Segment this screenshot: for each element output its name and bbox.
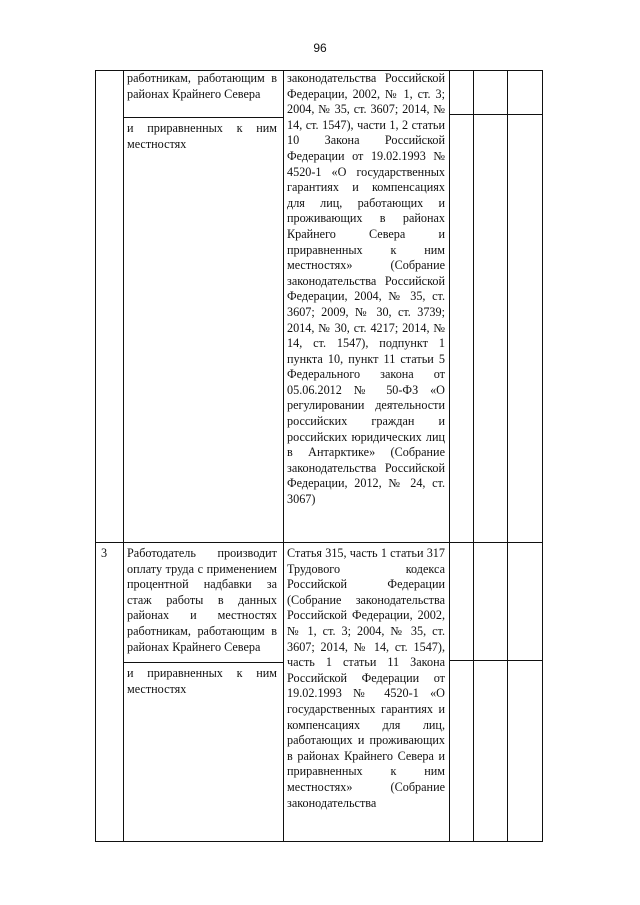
page-number: 96	[313, 41, 327, 55]
table-border-bottom	[95, 841, 543, 842]
column-divider-5	[507, 70, 508, 842]
row-2-sub-divider-description	[123, 662, 283, 663]
column-divider-4	[473, 70, 474, 842]
row-1-sub-divider-description	[123, 117, 283, 118]
row-1-description-bottom: и приравненных к ним местностях	[127, 121, 277, 151]
table-border-right	[542, 70, 543, 842]
row-2-description-top: Работодатель производит оплату труда с применением процентной надбавки за стаж работы в данных районах и местностях работникам, работающим в районах Крайнего Севера	[127, 546, 277, 654]
requirements-table	[95, 70, 543, 842]
column-divider-2	[283, 70, 284, 842]
row-1-description-top: работникам, работающим в районах Крайнего Севера	[127, 71, 277, 101]
row-2-number: 3	[101, 546, 108, 560]
row-2-description-bottom: и приравненных к ним местностях	[127, 666, 277, 696]
table-border-left	[95, 70, 96, 842]
row-divider	[95, 542, 543, 543]
row-1-legal-basis: законодательства Российской Федерации, 2002, № 1, ст. 3; 2004, № 35, ст. 3607; 2014, № 14, ст. 1547), части 1, 2 статьи 10 Закона Российской Федерации от 19.02.1993 № 4520-1 «О государственных гарантиях и компенсациях для лиц, работающих и проживающих в районах Крайнего Севера и приравненных к ним местностях» (Собрание законодательства Российской Федерации, 2004, № 35, ст. 3607; 2009, № 30, ст. 3739; 2014, № 30, ст. 4217; 2014, № 14, ст. 1547), подпункт 1 пункта 10, пункт 11 статьи 5 Федерального закона от 05.06.2012 № 50-ФЗ «О регулировании деятельности российских граждан и российских юридических лиц в Антарктике» (Собрание законодательства Российской Федерации, 2012, № 24, ст. 3067)	[287, 71, 445, 507]
row-2-sub-divider-right	[449, 660, 543, 661]
column-divider-3	[449, 70, 450, 842]
row-2-legal-basis: Статья 315, часть 1 статьи 317 Трудового кодекса Российской Федерации (Собрание законодательства Российской Федерации, 2002, № 1, ст. 3; 2004, № 35, ст. 3607; 2014, № 14, ст. 1547), часть 1 статьи 11 Закона Российской Федерации от 19.02.1993 № 4520-1 «О государственных гарантиях и компенсациях для лиц, работающих и проживающих в районах Крайнего Севера и приравненных к ним местностях» (Собрание законодательства	[287, 546, 445, 810]
column-divider-1	[123, 70, 124, 842]
row-1-sub-divider-right	[449, 114, 543, 115]
